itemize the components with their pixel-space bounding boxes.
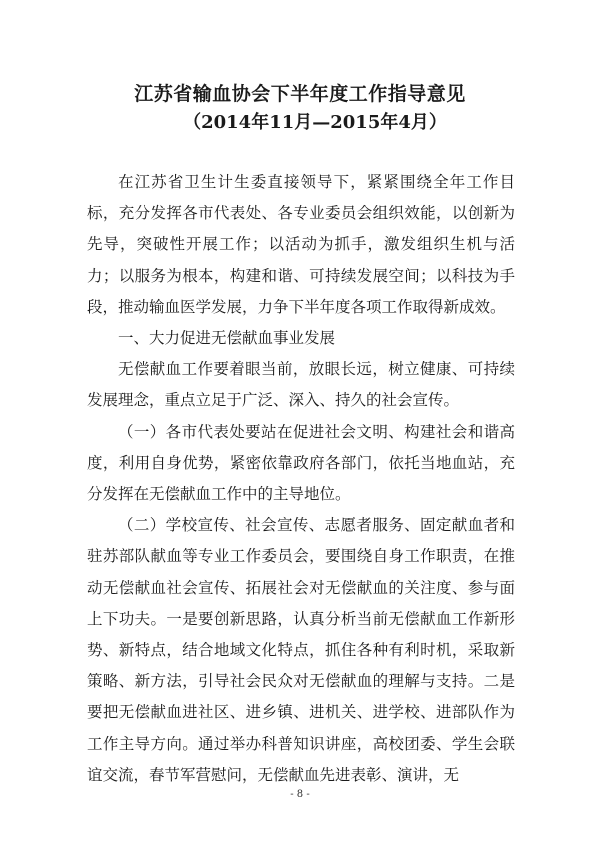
document-title: 江苏省输血协会下半年度工作指导意见	[134, 83, 466, 105]
body-paragraph: （二）学校宣传、社会宣传、志愿者服务、固定献血者和驻苏部队献血等专业工作委员会，要围绕自身工作职责，在推动无偿献血社会宣传、拓展社会对无偿献血的关注度、参与面上下功夫。一是要创新思路，认真分析当前无偿献血工作新形势、新特点，结合地域文化特点，抓住各种有利时机，采取新策略、新方法，引导社会民众对无偿献血的理解与支持。二是要把无偿献血进社区、进乡镇、进机关、进学校、进部队作为工作主导方向。通过举办科普知识讲座，高校团委、学生会联谊交流，春节军营慰问，无偿献血先进表彰、演讲，无	[87, 516, 515, 784]
page-number: - 8 -	[290, 789, 310, 800]
document-body	[87, 167, 515, 791]
intro-paragraph: 在江苏省卫生计生委直接领导下，紧紧围绕全年工作目标，充分发挥各市代表处、各专业委员会组织效能，以创新为先导，突破性开展工作；以活动为抓手，激发组织生机与活力；以服务为根本，构建和谐、可持续发展空间；以科技为手段，推动输血医学发展，力争下半年度各项工作取得新成效。	[87, 173, 515, 316]
body-paragraph: （一）各市代表处要站在促进社会文明、构建社会和谐高度，利用自身优势，紧密依靠政府各部门，依托当地血站，充分发挥在无偿献血工作中的主导地位。	[87, 422, 515, 504]
section-heading: 一、大力促进无偿献血事业发展	[118, 329, 336, 348]
body-paragraph: 无偿献血工作要着眼当前，放眼长远，树立健康、可持续发展理念，重点立足于广泛、深入、持久的社会宣传。	[87, 360, 515, 410]
document-subtitle: （2014年11月—2015年4月）	[183, 112, 447, 133]
